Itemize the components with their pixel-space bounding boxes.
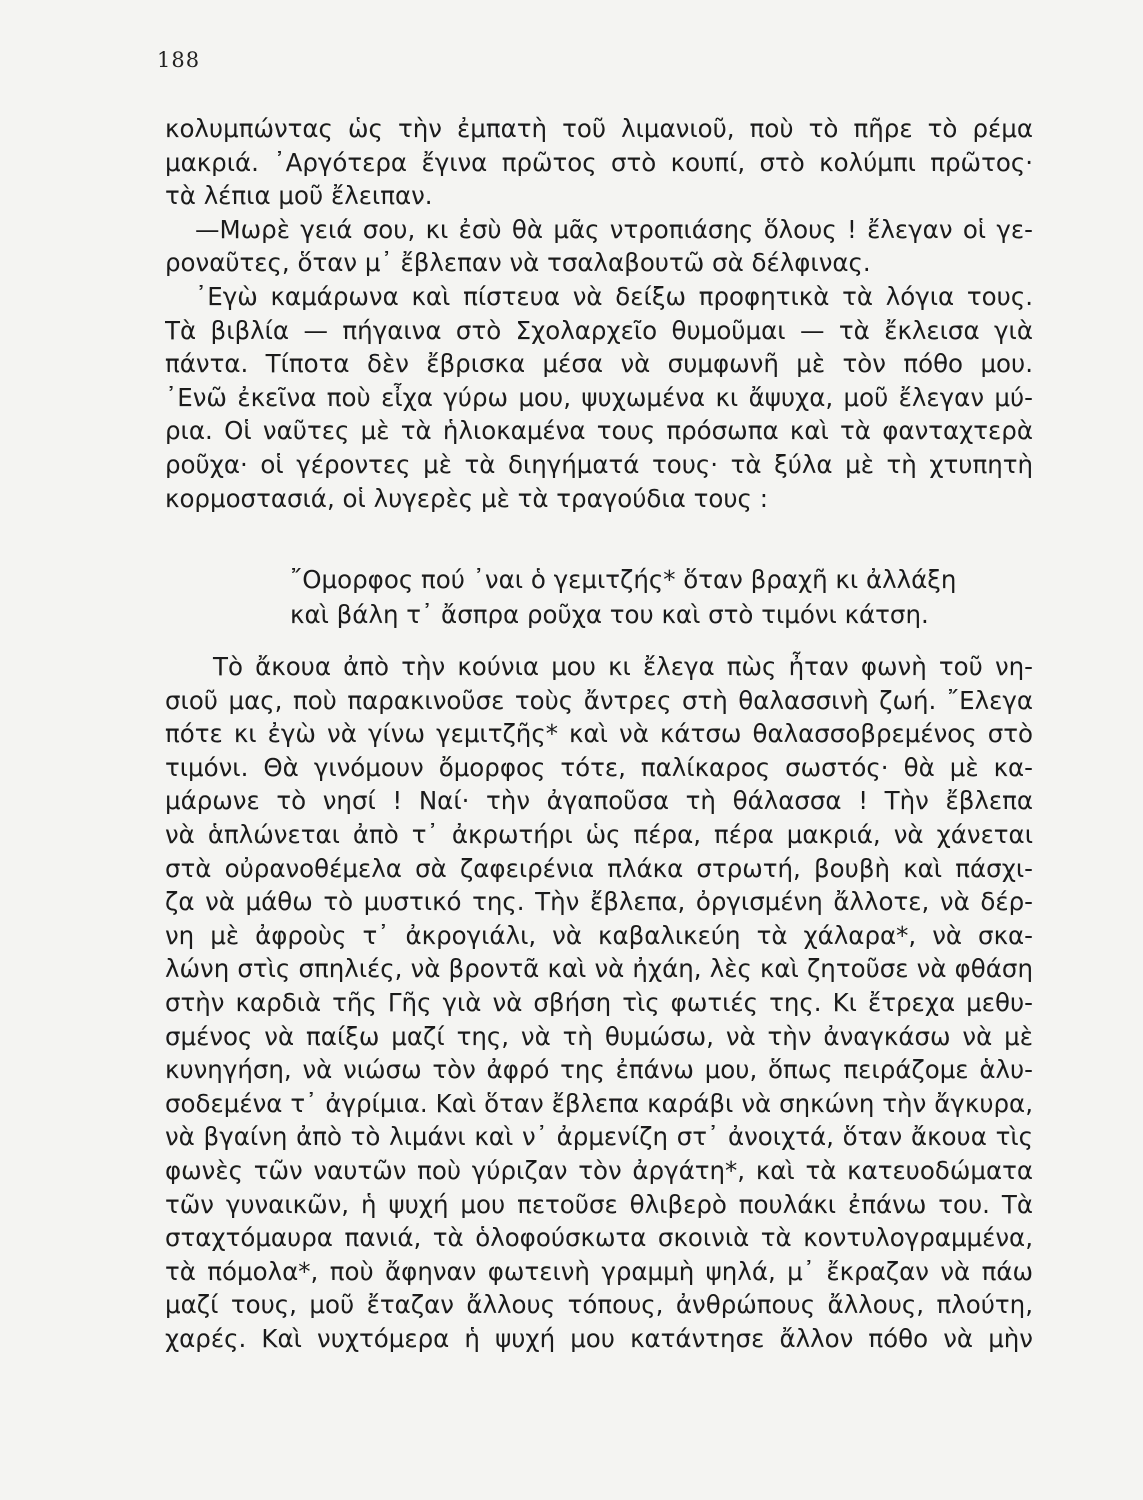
- text-line: σοδεμένα τ᾿ ἀγρίμια. Καὶ ὅταν ἔβλεπα καράβι νὰ σηκώνη τὴν ἄγκυρα,: [165, 1088, 1033, 1118]
- text-line: —Μωρὲ γειά σου, κι ἐσὺ θὰ μᾶς ντροπιάσης ὅλους ! ἔλεγαν οἱ γε-: [195, 214, 1033, 244]
- text-line: μαζί τους, μοῦ ἔταζαν ἄλλους τόπους, ἀνθρώπους ἄλλους, πλούτη,: [165, 1290, 1033, 1320]
- text-line: μακριά. ᾿Αργότερα ἔγινα πρῶτος στὸ κουπί, στὸ κολύμπι πρῶτος·: [165, 147, 1033, 177]
- text-line: κολυμπώντας ὡς τὴν ἐμπατὴ τοῦ λιμανιοῦ, ποὺ τὸ πῆρε τὸ ρέμα: [165, 114, 1033, 143]
- text-line: κυνηγήση, νὰ νιώσω τὸν ἀφρό της ἐπάνω μου, ὅπως πειράζομε ἁλυ-: [165, 1055, 1033, 1085]
- text-line: λώνη στὶς σπηλιές, νὰ βροντᾶ καὶ νὰ ἠχάη, λὲς καὶ ζητοῦσε νὰ φθάση: [165, 954, 1033, 984]
- text-line: ᾿Εγὼ καμάρωνα καὶ πίστευα νὰ δείξω προφητικὰ τὰ λόγια τους.: [195, 281, 1033, 311]
- text-line: τὰ λέπια μοῦ ἔλειπαν.: [165, 181, 433, 211]
- text-line: σταχτόμαυρα πανιά, τὰ ὁλοφούσκωτα σκοινιὰ τὰ κοντυλογραμμένα,: [165, 1223, 1033, 1253]
- text-line: φωνὲς τῶν ναυτῶν ποὺ γύριζαν τὸν ἀργάτη*, καὶ τὰ κατευοδώματα: [165, 1155, 1033, 1185]
- text-line: τιμόνι. Θὰ γινόμουν ὄμορφος τότε, παλίκαρος σωστός· θὰ μὲ κα-: [165, 752, 1033, 782]
- text-line: ροναῦτες, ὅταν μ᾿ ἔβλεπαν νὰ τσαλαβουτῶ σὰ δέλφινας.: [165, 248, 871, 278]
- text-line: νη μὲ ἀφροὺς τ᾿ ἀκρογιάλι, νὰ καβαλικεύη τὰ χάλαρα*, νὰ σκα-: [165, 920, 1033, 950]
- text-line: σμένος νὰ παίξω μαζί της, νὰ τὴ θυμώσω, νὰ τὴν ἀναγκάσω νὰ μὲ: [165, 1021, 1033, 1051]
- text-line: σιοῦ μας, ποὺ παρακινοῦσε τοὺς ἄντρες στὴ θαλασσινὴ ζωή. ῎Ελεγα: [165, 685, 1033, 715]
- text-line: πότε κι ἐγὼ νὰ γίνω γεμιτζῆς* καὶ νὰ κάτσω θαλασσοβρεμένος στὸ: [165, 719, 1033, 749]
- text-line: στὴν καρδιὰ τῆς Γῆς γιὰ νὰ σβήση τὶς φωτιές της. Κι ἔτρεχα μεθυ-: [165, 987, 1033, 1017]
- text-line: πάντα. Τίποτα δὲν ἔβρισκα μέσα νὰ συμφωνῆ μὲ τὸν πόθο μου.: [165, 349, 1033, 379]
- text-line: τὰ πόμολα*, ποὺ ἄφηναν φωτεινὴ γραμμὴ ψηλά, μ᾿ ἔκραζαν νὰ πάω: [165, 1256, 1033, 1286]
- text-line: νὰ βγαίνη ἀπὸ τὸ λιμάνι καὶ ν᾿ ἀρμενίζη στ᾿ ἀνοιχτά, ὅταν ἄκουα τὶς: [165, 1122, 1033, 1152]
- text-line: χαρές. Καὶ νυχτόμερα ἡ ψυχή μου κατάντησε ἄλλον πόθο νὰ μὴν: [165, 1323, 1033, 1353]
- text-line: ρια. Οἱ ναῦτες μὲ τὰ ἡλιοκαμένα τους πρόσωπα καὶ τὰ φανταχτερὰ: [165, 416, 1033, 446]
- verse-line: καὶ βάλη τ᾿ ἄσπρα ροῦχα του καὶ στὸ τιμόνι κάτση.: [290, 600, 929, 629]
- text-line: Τὰ βιβλία — πήγαινα στὸ Σχολαρχεῖο θυμοῦμαι — τὰ ἔκλεισα γιὰ: [165, 315, 1033, 345]
- verse-line: ῎Ομορφος πού ᾿ναι ὁ γεμιτζής* ὅταν βραχῆ κι ἀλλάξη: [290, 565, 957, 594]
- paragraph-block-2: [165, 650, 1033, 1355]
- text-line: ζα νὰ μάθω τὸ μυστικό της. Τὴν ἔβλεπα, ὀργισμένη ἄλλοτε, νὰ δέρ-: [165, 887, 1033, 917]
- text-line: στὰ οὐρανοθέμελα σὰ ζαφειρένια πλάκα στρωτή, βουβὴ καὶ πάσχι-: [165, 853, 1033, 883]
- text-line: μάρωνε τὸ νησί ! Ναί· τὴν ἀγαποῦσα τὴ θάλασσα ! Τὴν ἔβλεπα: [165, 786, 1033, 816]
- text-line: Τὸ ἄκουα ἀπὸ τὴν κούνια μου κι ἔλεγα πὼς ἦταν φωνὴ τοῦ νη-: [213, 652, 1033, 681]
- song-verse: [290, 562, 956, 632]
- text-line: ροῦχα· οἱ γέροντες μὲ τὰ διηγήματά τους· τὰ ξύλα μὲ τὴ χτυπητὴ: [165, 449, 1033, 479]
- paragraph-block-1: [165, 112, 1033, 515]
- text-line: ᾿Ενῶ ἐκεῖνα ποὺ εἶχα γύρω μου, ψυχωμένα κι ἄψυχα, μοῦ ἔλεγαν μύ-: [165, 382, 1033, 412]
- text-line: κορμοστασιά, οἱ λυγερὲς μὲ τὰ τραγούδια τους :: [165, 483, 768, 513]
- text-line: νὰ ἁπλώνεται ἀπὸ τ᾿ ἀκρωτήρι ὡς πέρα, πέρα μακριά, νὰ χάνεται: [165, 819, 1033, 849]
- text-line: τῶν γυναικῶν, ἡ ψυχή μου πετοῦσε θλιβερὸ πουλάκι ἐπάνω του. Τὰ: [165, 1189, 1033, 1219]
- page-number: 188: [157, 48, 201, 72]
